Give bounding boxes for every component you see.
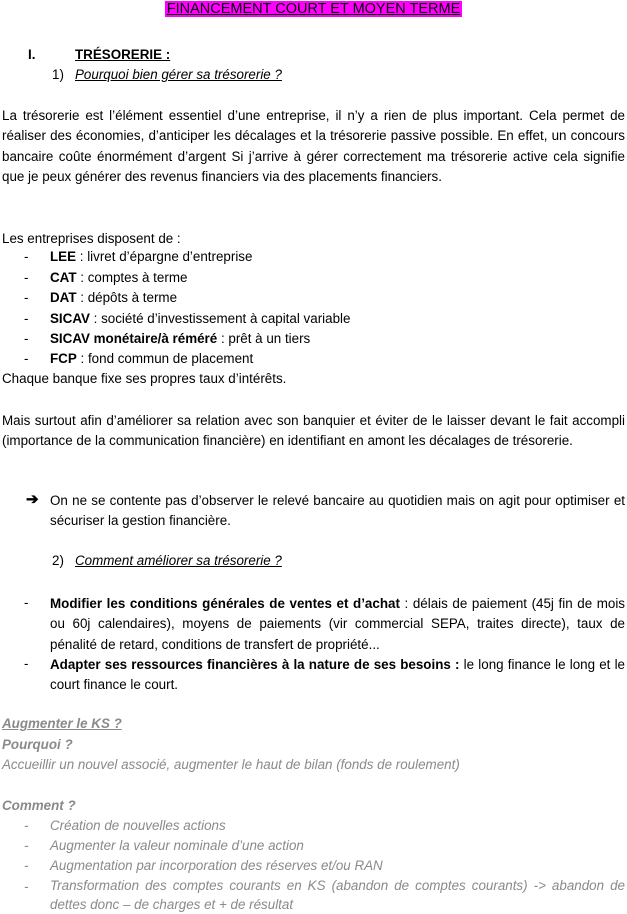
list-term: SICAV monétaire/à réméré — [50, 331, 218, 346]
bullet-2-bold: Adapter ses ressources financières à la nature de ses besoins : — [50, 657, 460, 672]
bullet-2 — [50, 655, 625, 696]
list-dash: - — [24, 351, 29, 366]
bullet-2-rest: le long finance le long et le court finance le court. — [50, 657, 625, 693]
grey-list-item: Transformation des comptes courants en KS (abandon de comptes courants) -> abandon de dettes donc – de charges et + de résultat — [50, 878, 625, 912]
arrow-paragraph: On ne se contente pas d’observer le relevé bancaire au quotidien mais on agit pour optimiser et sécuriser la gestion financière. — [50, 493, 625, 529]
grey-list-item: Augmentation par incorporation des réserves et/ou RAN — [50, 858, 383, 873]
list-def: : fond commun de placement — [76, 351, 254, 366]
subsection-2-title: Comment améliorer sa trésorerie ? — [75, 553, 282, 568]
bullet-dash: - — [24, 595, 29, 610]
list-item — [50, 289, 177, 307]
list-dash: - — [24, 290, 29, 305]
list-item — [50, 310, 350, 328]
list-def: : prêt à un tiers — [217, 331, 311, 346]
list-item — [50, 269, 187, 287]
grey-list-item: Création de nouvelles actions — [50, 818, 226, 833]
bullet-dash: - — [24, 656, 29, 671]
list-def: : comptes à terme — [76, 270, 188, 285]
grey-heading-3: Comment ? — [2, 798, 76, 813]
list-def: : livret d’épargne d’entreprise — [76, 249, 253, 264]
paragraph-2: Mais surtout afin d’améliorer sa relation avec son banquier et éviter de le laisser devant le fait accompli (importance de la communication financière) en identifiant en amont les décalages de trésorerie. — [2, 413, 625, 449]
section-numeral: I. — [28, 47, 36, 62]
intro-paragraph: La trésorerie est l’élément essentiel d’une entreprise, il n’y a rien de plus important. Cela permet de réaliser des économies, d’anticiper les décalages et la trésorerie passive possible. En effet, un concours bancaire coûte énormément d’argent Si j’arrive à gérer correctement ma trésorerie active cela signifie que je peux générer des revenus financiers via des placements financiers. — [2, 108, 625, 185]
list-term: FCP — [50, 351, 77, 366]
list-dash: - — [24, 311, 29, 326]
list-item — [50, 248, 252, 266]
bullet-1-rest: : délais de paiement (45j fin de mois ou 60j calendaires), moyens de paiements (vir commercial SEPA, traites directe), taux de pénalité de retard, conditions de transfert de propriété... — [50, 596, 626, 652]
page-title: FINANCEMENT COURT ET MOYEN TERME — [166, 1, 461, 17]
subsection-2-number: 2) — [52, 553, 64, 568]
grey-heading-1: Augmenter le KS ? — [2, 716, 122, 731]
grey-heading-2: Pourquoi ? — [2, 737, 73, 752]
grey-list-dash: - — [24, 879, 29, 894]
list-def: : dépôts à terme — [76, 290, 178, 305]
section-heading: TRÉSORERIE : — [75, 47, 171, 62]
list-term: CAT — [50, 270, 77, 285]
list-term: LEE — [50, 249, 77, 264]
list-outro: Chaque banque fixe ses propres taux d’intérêts. — [2, 371, 287, 386]
list-intro: Les entreprises disposent de : — [2, 231, 181, 246]
list-item — [50, 330, 310, 348]
list-item — [50, 350, 253, 368]
list-dash: - — [24, 270, 29, 285]
list-term: SICAV — [50, 311, 90, 326]
bullet-1-bold: Modifier les conditions générales de ventes et d’achat — [50, 596, 400, 611]
subsection-1-number: 1) — [52, 67, 64, 82]
arrow-icon: ➔ — [26, 491, 39, 508]
list-def: : société d’investissement à capital variable — [89, 311, 351, 326]
grey-list-item: Augmenter la valeur nominale d’une action — [50, 838, 304, 853]
bullet-1 — [50, 594, 625, 655]
grey-list-dash: - — [24, 858, 29, 873]
grey-list-dash: - — [24, 818, 29, 833]
list-dash: - — [24, 249, 29, 264]
grey-paragraph: Accueillir un nouvel associé, augmenter le haut de bilan (fonds de roulement) — [2, 757, 460, 772]
list-dash: - — [24, 331, 29, 346]
list-term: DAT — [50, 290, 77, 305]
subsection-1-title: Pourquoi bien gérer sa trésorerie ? — [75, 67, 282, 82]
grey-list-dash: - — [24, 838, 29, 853]
